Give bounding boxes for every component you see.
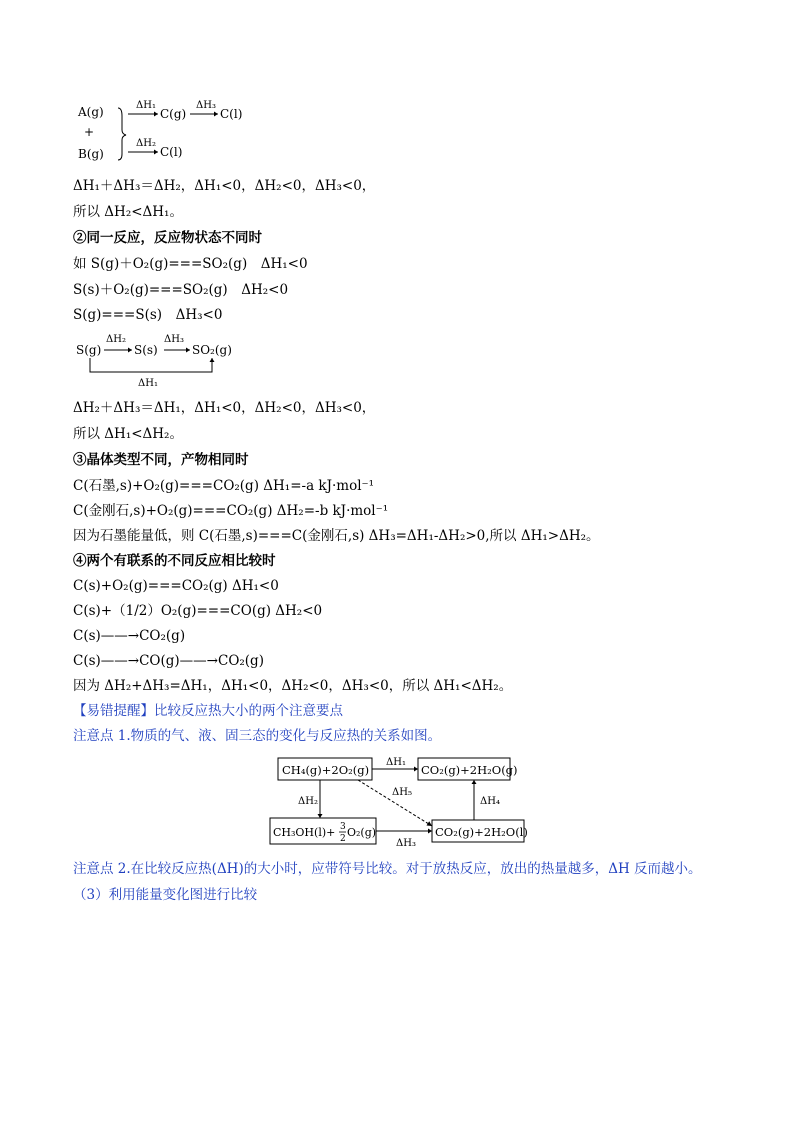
box-co2-h2o-l-label: CO₂(g)+2H₂O(l) (435, 825, 528, 839)
label-dh2: ΔH₂ (106, 334, 126, 345)
heading-4: ④两个有联系的不同反应相比较时 (73, 553, 276, 569)
tip-title: 【易错提醒】比较反应热大小的两个注意要点 (73, 703, 343, 719)
label-dh4: ΔH₄ (480, 796, 500, 807)
equation-7: C(s)+（1/2）O₂(g)===CO(g) ΔH₂<0 (73, 603, 323, 619)
equation-3: S(g)===S(s) ΔH₃<0 (73, 307, 223, 323)
label-dh1: ΔH₁ (138, 378, 158, 389)
plus-sign: + (84, 125, 95, 139)
brace (118, 108, 126, 160)
label-dh1: ΔH₁ (386, 757, 406, 768)
box-ch4-label: CH₄(g)+2O₂(g) (282, 763, 370, 777)
box-ch3oh-label: CH₃OH(l)+ (273, 826, 336, 839)
label-dh2: ΔH₂ (298, 796, 318, 807)
text-line-1: ΔH₁＋ΔH₃＝ΔH₂，ΔH₁<0，ΔH₂<0，ΔH₃<0， (73, 178, 376, 194)
label-dh2: ΔH₂ (136, 138, 156, 149)
text-line-5: 因为石墨能量低，则 C(石墨,s)===C(金刚石,s) ΔH₃=ΔH₁-ΔH₂>0,所以 ΔH₁>ΔH₂。 (73, 528, 600, 544)
species-s-s: S(s) (134, 343, 158, 357)
text-line-7: （3）利用能量变化图进行比较 (73, 887, 258, 903)
fraction-denominator: 2 (340, 834, 346, 844)
fraction-numerator: 3 (340, 822, 346, 832)
equation-9: C(s)——→CO(g)——→CO₂(g) (73, 653, 264, 669)
species-c-l-top: C(l) (220, 107, 243, 121)
species-s-g: S(g) (76, 343, 102, 357)
species-c-l-bottom: C(l) (160, 145, 183, 159)
box-ch3oh-tail: O₂(g) (347, 826, 377, 839)
reaction-diagram-2 (72, 328, 262, 392)
equation-5: C(金刚石,s)+O₂(g)===CO₂(g) ΔH₂=-b kJ·mol⁻¹ (73, 503, 389, 519)
label-dh3: ΔH₃ (396, 838, 416, 849)
note-1: 注意点 1.物质的气、液、固三态的变化与反应热的关系如图。 (73, 728, 442, 744)
label-dh5: ΔH₅ (392, 787, 412, 798)
species-c-g: C(g) (160, 107, 187, 121)
species-so2-g: SO₂(g) (192, 343, 232, 357)
equation-4: C(石墨,s)+O₂(g)===CO₂(g) ΔH₁=-a kJ·mol⁻¹ (73, 478, 375, 494)
label-dh1: ΔH₁ (136, 100, 156, 111)
label-dh3: ΔH₃ (164, 334, 184, 345)
reaction-diagram-1 (72, 96, 262, 166)
energy-relation-diagram (268, 752, 538, 852)
equation-6: C(s)+O₂(g)===CO₂(g) ΔH₁<0 (73, 578, 279, 594)
text-line-4: 所以 ΔH₁<ΔH₂。 (73, 426, 183, 442)
equation-8: C(s)——→CO₂(g) (73, 628, 186, 644)
box-co2-h2o-g-label: CO₂(g)+2H₂O(g) (421, 763, 518, 777)
equation-2: S(s)＋O₂(g)===SO₂(g) ΔH₂<0 (73, 282, 289, 298)
text-line-6: 因为 ΔH₂+ΔH₃=ΔH₁，ΔH₁<0，ΔH₂<0，ΔH₃<0，所以 ΔH₁<ΔH₂。 (73, 678, 513, 694)
equation-1: 如 S(g)＋O₂(g)===SO₂(g) ΔH₁<0 (73, 256, 308, 272)
species-b-g: B(g) (78, 147, 104, 161)
text-line-3: ΔH₂＋ΔH₃＝ΔH₁，ΔH₁<0，ΔH₂<0，ΔH₃<0， (73, 400, 376, 416)
bypass-path-dh1 (90, 358, 212, 372)
heading-2: ②同一反应，反应物状态不同时 (73, 230, 262, 246)
text-line-2: 所以 ΔH₂<ΔH₁。 (73, 204, 183, 220)
label-dh3: ΔH₃ (196, 100, 216, 111)
species-a-g: A(g) (78, 105, 104, 119)
note-2: 注意点 2.在比较反应热(ΔH)的大小时，应带符号比较。对于放热反应，放出的热量越多，ΔH 反而越小。 (73, 861, 702, 877)
heading-3: ③晶体类型不同，产物相同时 (73, 452, 249, 468)
